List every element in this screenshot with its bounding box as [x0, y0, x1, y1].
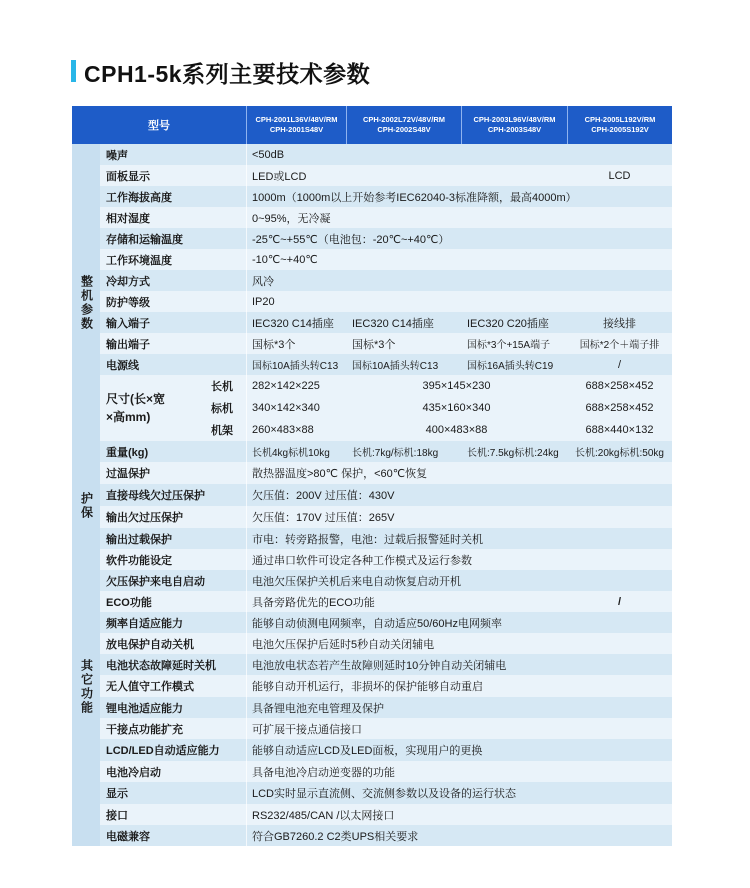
- value-discharge: 电池欠压保护后延时5秒自动关闭辅电: [252, 638, 435, 651]
- label-interface: 接口: [106, 809, 128, 822]
- model-2-line-1: CPH-2002L72V/48V/RM: [362, 115, 446, 124]
- value-weight-3: 长机:7.5kg标机:24kg: [467, 448, 559, 459]
- value-input-3: IEC320 C20插座: [467, 317, 549, 330]
- value-software: 通过串口软件可设定各种工作模式及运行参数: [252, 554, 472, 567]
- model-3-line-1: CPH-2003L96V/48V/RM: [473, 115, 556, 124]
- label-discharge: 放电保护自动关机: [106, 638, 194, 651]
- value-undervolt: 电池欠压保护关机后来电自动恢复启动开机: [252, 575, 461, 588]
- value-panel: LED或LCD: [252, 170, 307, 183]
- label-panel: 面板显示: [106, 170, 150, 183]
- section-other: [72, 549, 100, 825]
- model-header-3: [461, 106, 567, 144]
- value-output-3: 国标*3个+15A端子: [467, 340, 551, 351]
- value-output-1: 国标*3个: [252, 338, 296, 351]
- value-overload: 市电：转旁路报警，电池：过载后报警延时关机: [252, 533, 483, 546]
- label-battery-fault: 电池状态故障延时关机: [106, 659, 216, 672]
- value-panel-model4: LCD: [608, 169, 631, 182]
- label-noise: 噪声: [106, 149, 128, 162]
- value-power-cord-1: 国标10A插头转C13: [252, 361, 339, 372]
- label-weight: 重量(kg): [106, 446, 149, 459]
- size-long-4: 688×258×452: [585, 380, 654, 392]
- model-header-4: [567, 106, 672, 144]
- size-rack-23: 400×483×88: [425, 424, 488, 436]
- label-output-voltage: 输出欠过压保护: [106, 512, 183, 524]
- section-machine-label: 整机参数: [79, 275, 94, 331]
- value-power-cord-2: 国标10A插头转C13: [352, 361, 439, 372]
- value-unattended: 能够自动开机运行，非损坏的保护能够自动重启: [252, 681, 483, 693]
- spec-table: [72, 106, 672, 846]
- label-size-line-2: ×高mm): [106, 410, 151, 424]
- model-1-line-1: CPH-2001L36V/48V/RM: [255, 115, 338, 124]
- label-lithium: 锂电池适应能力: [106, 702, 183, 715]
- value-weight-4: 长机:20kg标机:50kg: [575, 448, 664, 459]
- value-input-1: IEC320 C14插座: [252, 317, 334, 330]
- label-humidity: 相对湿度: [106, 212, 150, 225]
- value-eco-model4: /: [617, 595, 622, 608]
- section-protect: [72, 462, 100, 549]
- value-input-4: 接线排: [603, 317, 636, 330]
- value-cold-start: 具备电池冷启动逆变器的功能: [252, 766, 395, 779]
- section-emc-blank: [72, 825, 100, 846]
- divider-col-1: [246, 144, 247, 846]
- value-storage-temp: -25℃~+55℃（电池包：-20℃~+40℃）: [252, 233, 450, 246]
- value-noise: <50dB: [252, 148, 285, 161]
- value-battery-fault: 电池放电状态若产生故障则延时10分钟自动关闭辅电: [252, 659, 507, 672]
- size-long-23: 395×145×230: [422, 380, 491, 392]
- size-standard-1: 340×142×340: [252, 402, 320, 414]
- value-output-2: 国标*3个: [352, 338, 396, 351]
- label-lcd-led: LCD/LED自动适应能力: [106, 745, 220, 757]
- value-overtemp: 散热器温度>80℃ 保护，<60℃恢复: [252, 468, 428, 480]
- label-cooling: 冷却方式: [106, 275, 150, 288]
- label-input: 输入端子: [106, 317, 150, 330]
- label-undervolt: 欠压保护来电自启动: [106, 575, 205, 588]
- size-sub-long: 长机: [211, 381, 233, 393]
- section-protect-label: 护保: [79, 491, 94, 520]
- size-standard-4: 688×258×452: [585, 402, 654, 414]
- label-overload: 输出过载保护: [106, 533, 172, 546]
- model-header-1: [246, 106, 346, 144]
- value-power-cord-3: 国标16A插头转C19: [467, 361, 554, 372]
- value-output-voltage: 欠压值：170V 过压值：265V: [252, 512, 395, 524]
- value-weight-1: 长机4kg标机10kg: [252, 448, 330, 459]
- model-header-2: [346, 106, 461, 144]
- value-ip: IP20: [252, 295, 275, 308]
- label-power-cord: 电源线: [106, 359, 139, 372]
- label-dry-contact: 干接点功能扩充: [106, 723, 183, 736]
- value-freq: 能够自动侦测电网频率，自动适应50/60Hz电网频率: [252, 617, 502, 630]
- model-4-line-1: CPH-2005L192V/RM: [584, 115, 656, 124]
- label-software: 软件功能设定: [106, 554, 172, 567]
- value-input-2: IEC320 C14插座: [352, 317, 434, 330]
- value-eco: 具备旁路优先的ECO功能: [252, 596, 375, 609]
- label-cold-start: 电池冷启动: [106, 766, 161, 779]
- section-machine: [72, 144, 100, 462]
- label-dc-bus: 直接母线欠过压保护: [106, 490, 205, 502]
- size-sub-standard: 标机: [211, 403, 233, 415]
- size-rack-1: 260×483×88: [252, 424, 314, 436]
- label-freq: 频率自适应能力: [106, 617, 183, 630]
- page-title: CPH1-5k系列主要技术参数: [84, 61, 371, 87]
- label-eco: ECO功能: [106, 596, 152, 609]
- label-ip: 防护等级: [106, 296, 150, 309]
- title-accent-bar: [71, 60, 76, 82]
- label-storage-temp: 存储和运输温度: [106, 233, 183, 246]
- value-lithium: 具备锂电池充电管理及保护: [252, 702, 384, 715]
- section-other-label: 其它功能: [79, 659, 94, 715]
- label-size: [100, 375, 198, 441]
- label-unattended: 无人值守工作模式: [106, 681, 194, 693]
- value-humidity: 0~95%，无冷凝: [252, 212, 331, 225]
- label-size-line-1: 尺寸(长×宽: [106, 392, 166, 406]
- size-long-1: 282×142×225: [252, 380, 320, 392]
- label-env-temp: 工作环境温度: [106, 254, 172, 267]
- value-power-cord-4: /: [617, 358, 622, 371]
- label-output: 输出端子: [106, 338, 150, 351]
- value-altitude: 1000m（1000m以上开始参考IEC62040-3标准降额，最高4000m）: [252, 191, 577, 204]
- model-2-line-2: CPH-2002S48V: [377, 125, 431, 134]
- value-interface: RS232/485/CAN /以太网接口: [252, 809, 395, 822]
- value-output-4: 国标*2个＋端子排: [579, 340, 660, 351]
- value-dc-bus: 欠压值：200V 过压值：430V: [252, 490, 395, 502]
- size-rack-4: 688×440×132: [585, 424, 654, 436]
- label-display: 显示: [106, 788, 128, 800]
- label-altitude: 工作海拔高度: [106, 191, 172, 204]
- value-env-temp: -10℃~+40℃: [252, 254, 318, 266]
- model-label-header: 型号: [72, 106, 246, 144]
- value-display: LCD实时显示直流侧、交流侧参数以及设备的运行状态: [252, 788, 517, 800]
- label-emc: 电磁兼容: [106, 830, 150, 843]
- value-lcd-led: 能够自动适应LCD及LED面板，实现用户的更换: [252, 745, 483, 757]
- size-standard-23: 435×160×340: [422, 402, 491, 414]
- value-weight-2: 长机:7kg/标机:18kg: [352, 448, 439, 459]
- size-sub-rack: 机架: [211, 425, 233, 437]
- label-overtemp: 过温保护: [106, 468, 150, 480]
- value-dry-contact: 可扩展干接点通信接口: [252, 723, 362, 736]
- value-cooling: 风冷: [252, 275, 274, 288]
- model-1-line-2: CPH-2001S48V: [269, 125, 324, 134]
- model-3-line-2: CPH-2003S48V: [487, 125, 542, 134]
- model-4-line-2: CPH-2005S192V: [591, 125, 649, 134]
- value-emc: 符合GB7260.2 C2类UPS相关要求: [252, 830, 419, 843]
